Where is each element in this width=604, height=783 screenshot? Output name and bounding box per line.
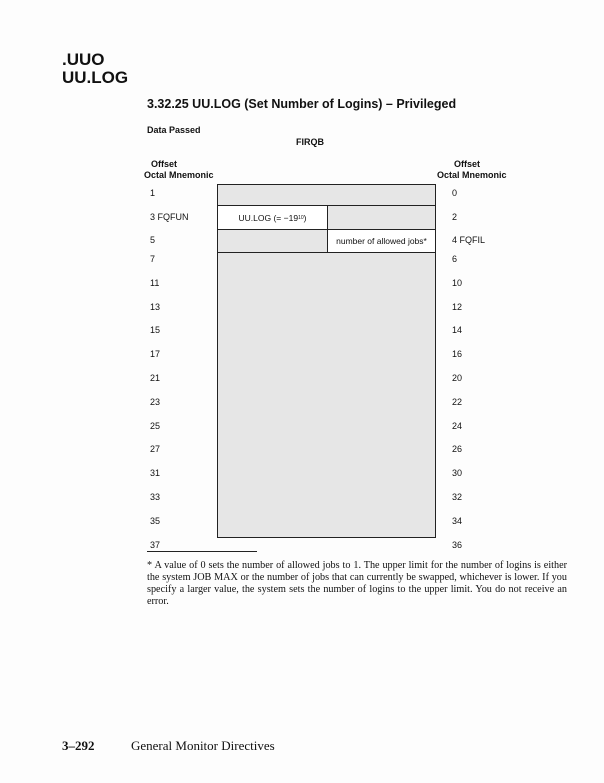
right-offset-label: 24	[452, 420, 463, 431]
fqfun-cell	[217, 205, 328, 230]
left-offset-label: 15	[150, 325, 161, 336]
footnote: * A value of 0 sets the number of allowed jobs to 1. The upper limit for the number of logins is either the system JOB MAX or the number of jobs that can currently be swapped, whichever is lower. If you specify a larger value, the system sets the number of logins to the upper limit. You do not receive an error.	[147, 560, 567, 607]
right-columns-header: Octal Mnemonic	[437, 170, 507, 180]
fqfun-value: UU.LOG (= −19	[238, 212, 299, 223]
right-offset-label: 22	[452, 396, 463, 407]
fqfil-value: number of allowed jobs*	[336, 236, 427, 246]
right-offset-label: 14	[452, 325, 463, 336]
left-offset-label: 27	[150, 444, 161, 455]
byte-2	[327, 205, 436, 230]
footer-title: General Monitor Directives	[131, 738, 275, 753]
left-offset-label: 25	[150, 420, 161, 431]
right-offset-label: 36	[452, 539, 463, 550]
left-offset-label: 23	[150, 396, 161, 407]
data-passed-label: Data Passed	[147, 125, 201, 135]
fqfil-cell	[327, 229, 436, 253]
left-offset-header: Offset	[151, 159, 178, 169]
left-offset-label: 37	[150, 539, 161, 550]
right-offset-label: 4 FQFIL	[452, 235, 486, 245]
word-0-1	[217, 184, 436, 206]
fqfun-close: )	[303, 212, 307, 223]
left-offset-label: 17	[150, 349, 161, 360]
left-columns-header: Octal Mnemonic	[144, 170, 214, 180]
right-offset-label: 12	[452, 301, 463, 312]
left-offset-label: 7	[150, 254, 156, 264]
right-offset-header: Offset	[454, 159, 481, 169]
header-uulog: UU.LOG	[62, 68, 129, 87]
byte-5	[217, 229, 328, 253]
right-offset-label: 26	[452, 444, 463, 455]
left-offset-label: 21	[150, 373, 161, 383]
right-offset-label: 16	[452, 349, 463, 360]
footnote-rule	[147, 551, 257, 552]
firqb-label: FIRQB	[296, 137, 324, 147]
left-offset-label: 35	[150, 515, 161, 526]
left-offset-label: 5	[150, 235, 156, 245]
left-offset-label: 1	[150, 188, 156, 198]
fqfun-subscript: 10	[298, 214, 304, 221]
header-uuo: .UUO	[62, 50, 105, 69]
left-offset-label: 11	[150, 277, 160, 288]
right-offset-label: 2	[452, 212, 458, 222]
right-offset-label: 34	[452, 515, 463, 526]
unused-area	[217, 252, 436, 538]
left-offset-label: 13	[150, 301, 161, 312]
section-title: 3.32.25 UU.LOG (Set Number of Logins) – Privileged	[147, 97, 457, 111]
left-offset-label: 31	[150, 468, 161, 479]
right-offset-label: 10	[452, 277, 463, 288]
right-offset-label: 30	[452, 468, 463, 479]
right-offset-label: 32	[452, 492, 463, 502]
left-offset-label: 33	[150, 492, 161, 502]
right-offset-label: 6	[452, 254, 458, 264]
right-offset-label: 20	[452, 373, 463, 383]
page-number: 3–292	[62, 738, 95, 753]
left-offset-label: 3 FQFUN	[150, 212, 189, 222]
right-offset-label: 0	[452, 188, 458, 198]
